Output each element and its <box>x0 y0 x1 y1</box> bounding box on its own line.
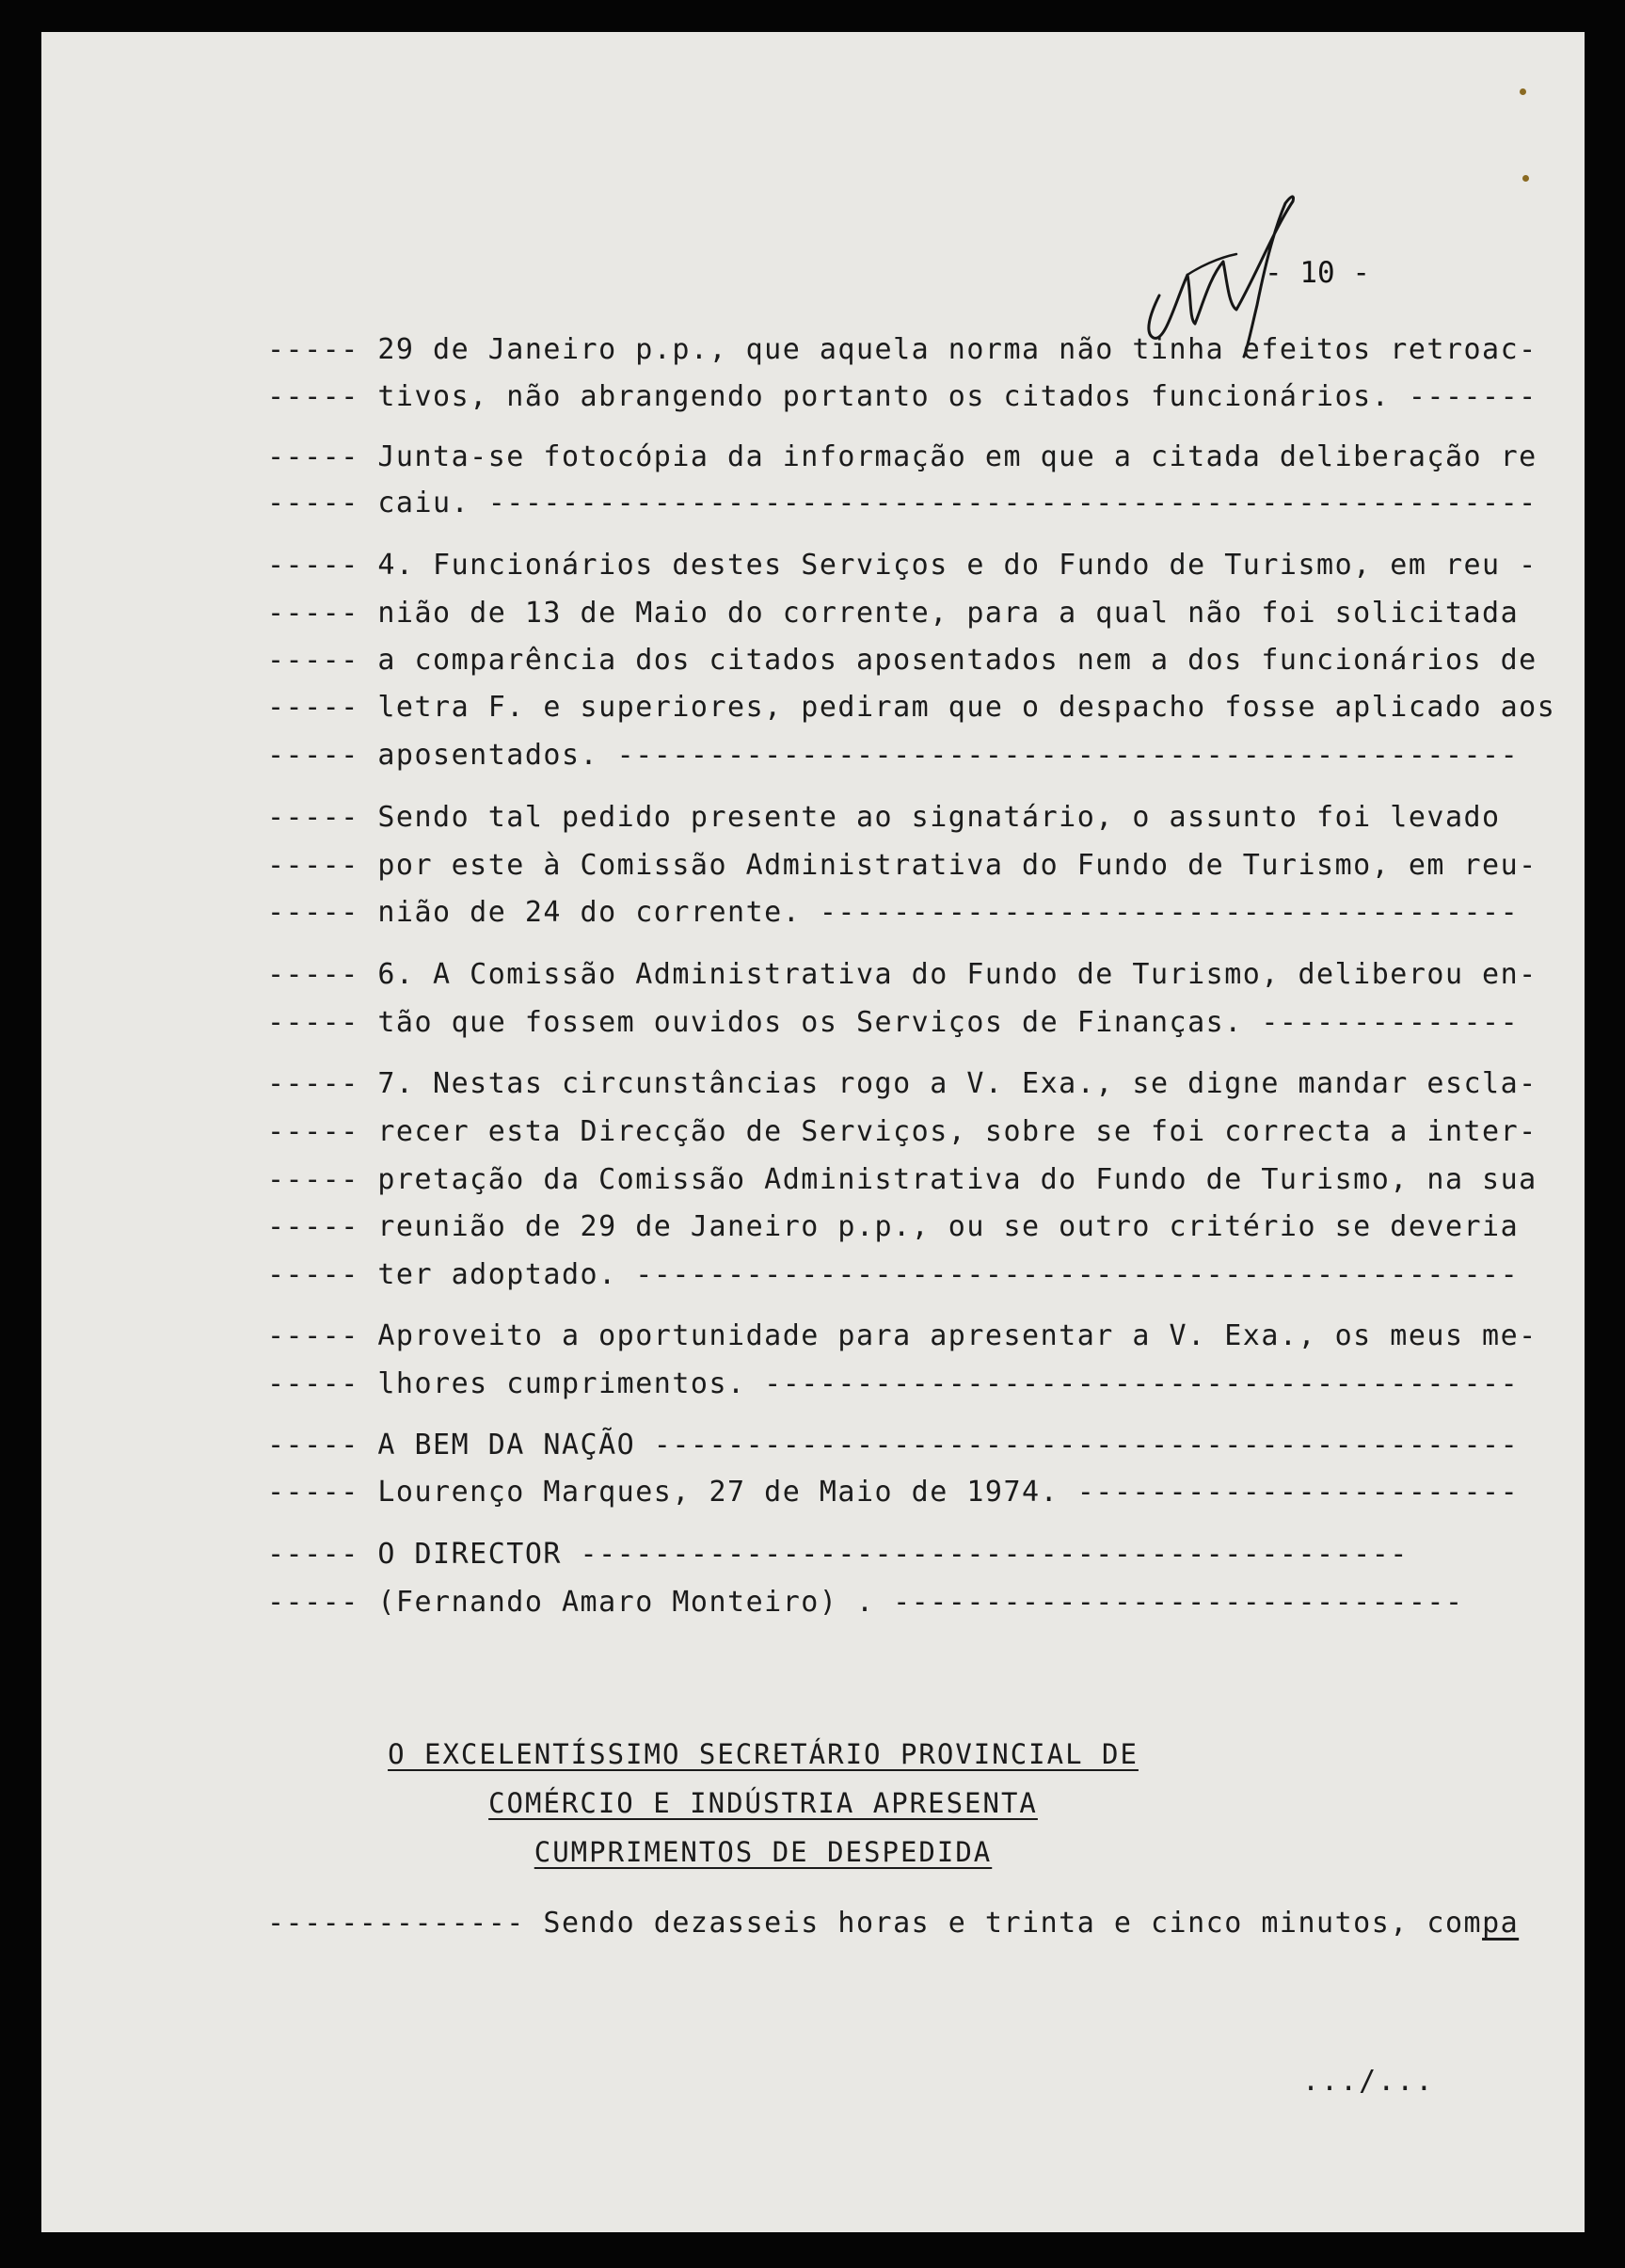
text-line: ----- aposentados. ------------------------------------------------- <box>267 739 1520 772</box>
heading-line: COMÉRCIO E INDÚSTRIA APRESENTA <box>488 1787 1038 1819</box>
stain-mark <box>1522 175 1529 182</box>
text-line: ----- por este à Comissão Administrativa do Fundo de Turismo, em reu- <box>267 849 1537 882</box>
closing-line-text: -------------- Sendo dezasseis horas e trinta e cinco minutos, com <box>267 1907 1483 1940</box>
text-line: ----- caiu. --------------------------------------------------------- <box>267 487 1537 519</box>
section-heading <box>41 1784 1485 1822</box>
section-heading <box>41 1735 1485 1773</box>
text-line: ----- 29 de Janeiro p.p., que aquela norma não tinha efeitos retroac- <box>267 333 1537 366</box>
text-line: ----- tão que fossem ouvidos os Serviços de Finanças. -------------- <box>267 1006 1520 1039</box>
document-page <box>41 32 1585 2232</box>
page-number: - 10 - <box>1265 256 1370 290</box>
text-line: ----- Lourenço Marques, 27 de Maio de 1974. ------------------------ <box>267 1476 1520 1509</box>
text-line: ----- nião de 13 de Maio do corrente, para a qual não foi solicitada <box>267 597 1520 630</box>
text-line: ----- lhores cumprimentos. ----------------------------------------- <box>267 1367 1520 1400</box>
heading-line: O EXCELENTÍSSIMO SECRETÁRIO PROVINCIAL DE <box>388 1738 1139 1770</box>
signature-title: ----- O DIRECTOR --------------------------------------------- <box>267 1538 1409 1571</box>
heading-line: CUMPRIMENTOS DE DESPEDIDA <box>534 1836 993 1868</box>
text-line: ----- Junta-se fotocópia da informação em que a citada deliberação re <box>267 440 1537 473</box>
text-line: ----- ter adoptado. ------------------------------------------------ <box>267 1258 1520 1291</box>
text-line: ----- tivos, não abrangendo portanto os citados funcionários. ------- <box>267 380 1537 413</box>
text-line: ----- 6. A Comissão Administrativa do Fundo de Turismo, deliberou en- <box>267 958 1537 991</box>
text-line: ----- recer esta Direcção de Serviços, sobre se foi correcta a inter- <box>267 1115 1537 1148</box>
closing-line-underlined: pa <box>1482 1907 1520 1940</box>
text-line: ----- reunião de 29 de Janeiro p.p., ou se outro critério se deveria <box>267 1210 1520 1243</box>
text-line: ----- nião de 24 do corrente. -------------------------------------- <box>267 896 1520 929</box>
text-line: ----- letra F. e superiores, pediram que o despacho fosse aplicado aos <box>267 691 1556 724</box>
text-line: ----- A BEM DA NAÇÃO ----------------------------------------------- <box>267 1429 1520 1461</box>
continuation-mark: .../... <box>1302 2065 1435 2098</box>
stain-mark <box>1520 88 1526 95</box>
closing-line <box>267 1905 1520 1942</box>
text-line: ----- Aproveito a oportunidade para apresentar a V. Exa., os meus me- <box>267 1319 1537 1352</box>
text-line: ----- pretação da Comissão Administrativa do Fundo de Turismo, na sua <box>267 1163 1537 1196</box>
text-line: ----- Sendo tal pedido presente ao signatário, o assunto foi levado <box>267 801 1501 834</box>
text-line: ----- 4. Funcionários destes Serviços e do Fundo de Turismo, em reu - <box>267 549 1537 582</box>
text-line: ----- 7. Nestas circunstâncias rogo a V. Exa., se digne mandar escla- <box>267 1067 1537 1100</box>
section-heading <box>41 1833 1485 1871</box>
text-line: ----- a comparência dos citados aposentados nem a dos funcionários de <box>267 644 1537 677</box>
signature-name: ----- (Fernando Amaro Monteiro) . ------------------------------- <box>267 1586 1464 1619</box>
